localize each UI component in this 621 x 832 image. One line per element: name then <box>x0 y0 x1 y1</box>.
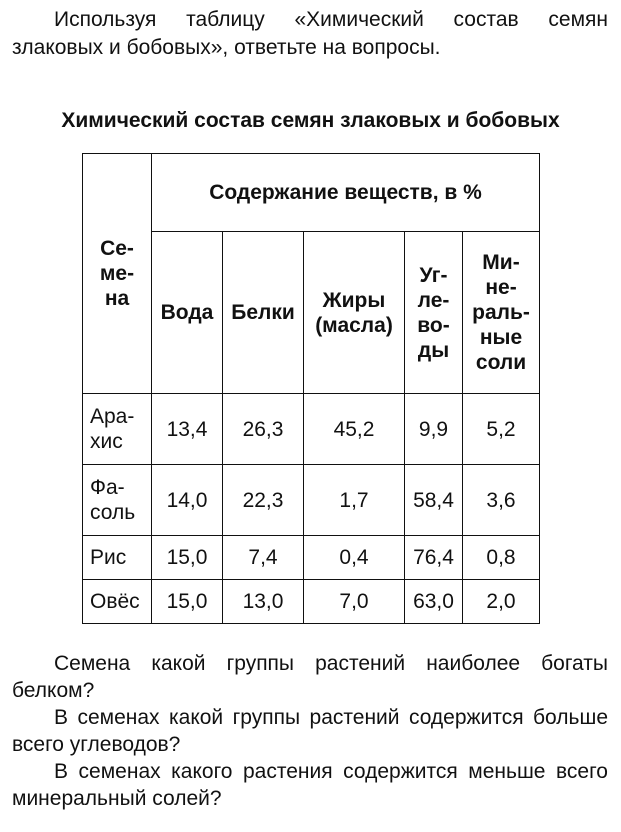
table-cell: 7,4 <box>223 536 304 580</box>
table-title: Химический состав семян злаковых и бобовых <box>61 109 560 132</box>
row-name: Овёс <box>90 590 140 613</box>
column-header-fats <box>304 232 405 394</box>
question-2: В семенах какой группы растений содержится больше всего углеводов? <box>12 706 608 756</box>
row-name: Ара- хис <box>90 405 135 453</box>
table-cell: 26,3 <box>223 394 304 465</box>
table-cell: 13,4 <box>152 394 223 465</box>
seeds-header-label: Се- ме- на <box>99 237 135 310</box>
table-cell: 13,0 <box>223 580 304 624</box>
column-header-proteins <box>223 232 304 394</box>
table-cell: 76,4 <box>405 536 463 580</box>
content-group-label: Содержание веществ, в % <box>209 181 482 204</box>
row-name: Фа- соль <box>90 476 136 524</box>
table-cell: 2,0 <box>463 580 540 624</box>
column-label-proteins: Белки <box>231 301 295 324</box>
table-cell: 15,0 <box>152 580 223 624</box>
table-row <box>83 465 540 536</box>
question-3: В семенах какого растения содержится меньше всего минеральный солей? <box>12 760 608 810</box>
table-cell: 22,3 <box>223 465 304 536</box>
table-cell: 0,8 <box>463 536 540 580</box>
table-cell: 3,6 <box>463 465 540 536</box>
table-cell: 45,2 <box>304 394 405 465</box>
question-1: Семена какой группы растений наиболее богаты белком? <box>12 652 608 702</box>
table-row <box>83 580 540 624</box>
table-cell: 0,4 <box>304 536 405 580</box>
table-row <box>83 536 540 580</box>
table-cell: 9,9 <box>405 394 463 465</box>
table-cell: 5,2 <box>463 394 540 465</box>
table-header-row <box>83 154 540 232</box>
column-header-water <box>152 232 223 394</box>
table-cell: 14,0 <box>152 465 223 536</box>
seeds-column-header <box>83 154 152 394</box>
row-name-cell <box>83 580 152 624</box>
table-cell: 1,7 <box>304 465 405 536</box>
row-name-cell <box>83 536 152 580</box>
column-label-minerals: Ми- не- раль- ные соли <box>472 251 530 374</box>
table-row <box>83 394 540 465</box>
table-subheader-row <box>83 232 540 394</box>
questions-list <box>12 650 608 812</box>
column-header-minerals <box>463 232 540 394</box>
row-name-cell <box>83 394 152 465</box>
composition-table <box>82 153 540 624</box>
row-name: Рис <box>90 546 127 569</box>
table-cell: 15,0 <box>152 536 223 580</box>
column-label-fats: Жиры (масла) <box>315 288 393 337</box>
table-cell: 7,0 <box>304 580 405 624</box>
row-name-cell <box>83 465 152 536</box>
table-cell: 58,4 <box>405 465 463 536</box>
column-label-water: Вода <box>160 301 214 324</box>
intro-text: Используя таблицу «Химический состав семян злаковых и бобовых», ответьте на вопросы. <box>12 8 608 59</box>
column-label-carbohydrates: Уг- ле- во- ды <box>417 263 450 362</box>
table-cell: 63,0 <box>405 580 463 624</box>
content-group-header <box>152 154 540 232</box>
column-header-carbohydrates <box>405 232 463 394</box>
